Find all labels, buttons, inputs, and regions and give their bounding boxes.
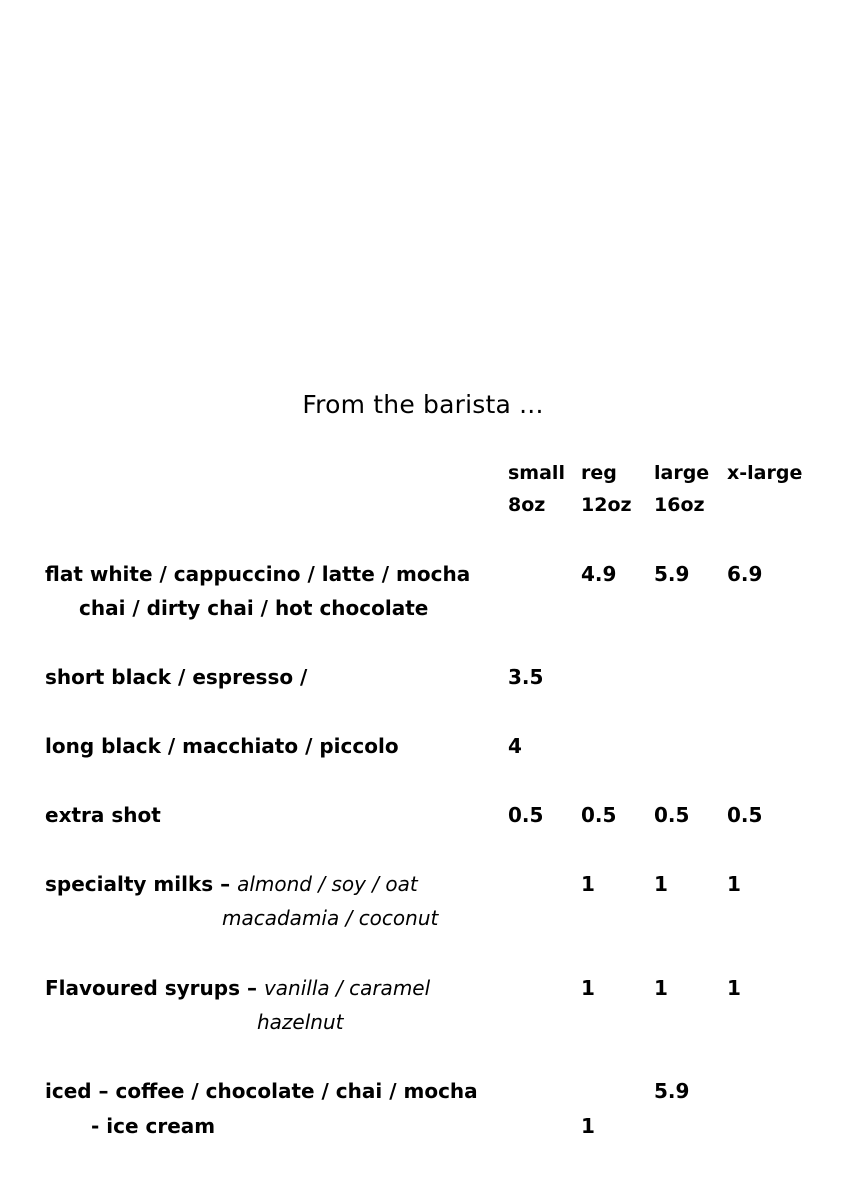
menu-item-name: short black / espresso /	[45, 665, 308, 689]
price-x-large: 1	[727, 976, 741, 1000]
menu-item-subname: - ice cream	[91, 1114, 216, 1138]
column-size-large: 16oz	[654, 494, 705, 516]
menu-item-subname: chai / dirty chai / hot chocolate	[79, 596, 429, 620]
menu-item-name: iced – coffee / chocolate / chai / mocha	[45, 1079, 478, 1103]
price-large: 5.9	[654, 1079, 690, 1103]
menu-item-options: almond / soy / oat	[237, 872, 418, 896]
menu-item-options-cont: hazelnut	[257, 1010, 344, 1034]
menu-item-name: flat white / cappuccino / latte / mocha	[45, 562, 471, 586]
price-reg: 1	[581, 976, 595, 1000]
column-header-large: large	[654, 462, 710, 484]
page-title: From the barista ...	[302, 390, 544, 419]
column-size-reg: 12oz	[581, 494, 632, 516]
column-header-small: small	[508, 462, 565, 484]
column-size-small: 8oz	[508, 494, 546, 516]
menu-item-name: long black / macchiato / piccolo	[45, 734, 399, 758]
menu-item-name: extra shot	[45, 803, 161, 827]
price-small: 4	[508, 734, 522, 758]
price-small: 3.5	[508, 665, 544, 689]
price-reg: 1	[581, 1114, 595, 1138]
column-header-reg: reg	[581, 462, 617, 484]
price-reg: 1	[581, 872, 595, 896]
menu-item-name	[45, 872, 418, 896]
column-header-x-large: x-large	[727, 462, 803, 484]
price-small: 0.5	[508, 803, 544, 827]
price-large: 1	[654, 976, 668, 1000]
menu-item-label: Flavoured syrups –	[45, 976, 264, 1000]
price-x-large: 0.5	[727, 803, 763, 827]
price-reg: 0.5	[581, 803, 617, 827]
price-large: 0.5	[654, 803, 690, 827]
menu-item-label: specialty milks –	[45, 872, 238, 896]
price-reg: 4.9	[581, 562, 617, 586]
menu-item-options-cont: macadamia / coconut	[222, 906, 439, 930]
price-large: 5.9	[654, 562, 690, 586]
menu-item-options: vanilla / caramel	[263, 976, 431, 1000]
menu-item-name	[45, 976, 430, 1000]
price-x-large: 1	[727, 872, 741, 896]
price-x-large: 6.9	[727, 562, 763, 586]
price-large: 1	[654, 872, 668, 896]
